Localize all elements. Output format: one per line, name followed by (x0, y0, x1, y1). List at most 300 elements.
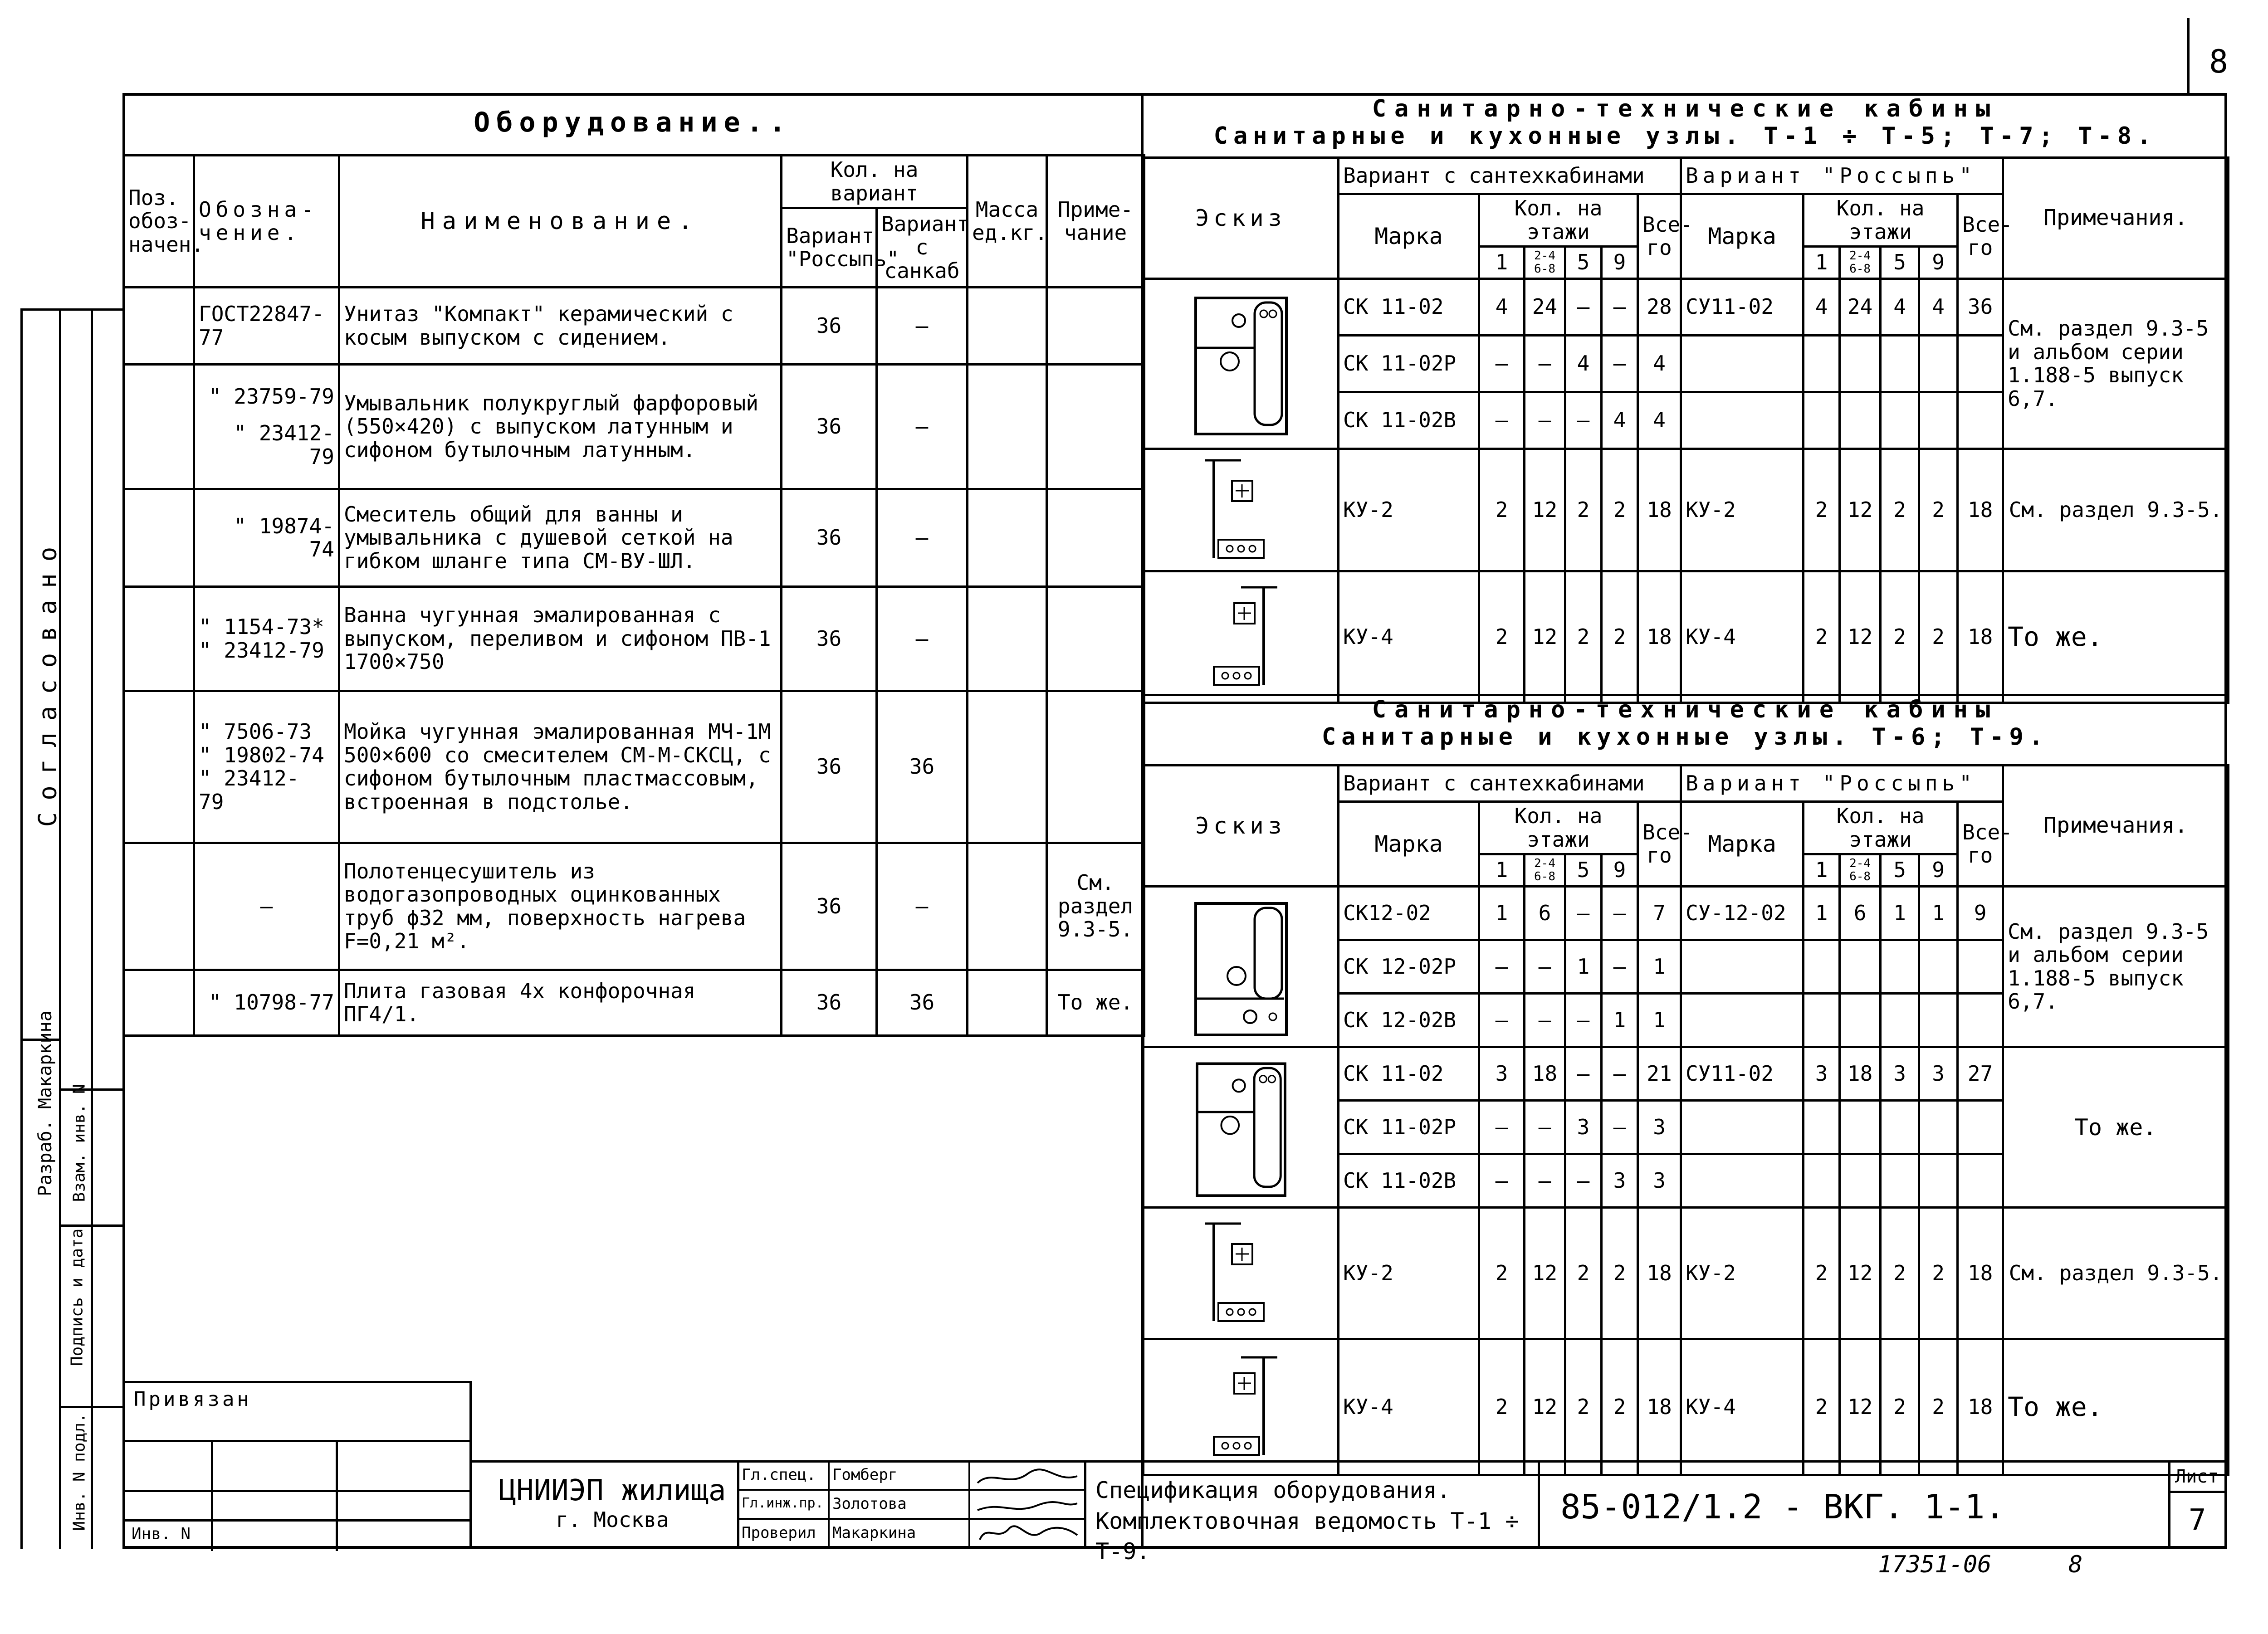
floor-9: – (1602, 887, 1638, 940)
cabin-row (1144, 887, 2229, 940)
cabins2-table (1142, 764, 2229, 1476)
mark: СК 12-02В (1339, 994, 1479, 1047)
floor-1: 2 (1479, 571, 1525, 703)
floor-2-8: – (1525, 1154, 1565, 1208)
r-floor-5: 4 (1881, 279, 1919, 336)
floor-2-8: – (1525, 994, 1565, 1047)
hdr-name: Наименование. (339, 156, 782, 288)
r-floor-1: 2 (1804, 1339, 1840, 1475)
r-total (1958, 994, 2003, 1047)
cabins1-table (1142, 156, 2229, 704)
hdr-total-r: Все-го (1958, 194, 2003, 279)
r-mark (1681, 1101, 1804, 1154)
r-floor-9 (1919, 940, 1958, 994)
designation: " 1154-73* (199, 615, 324, 639)
left-strip (20, 308, 122, 1549)
kitchen-unit-mirrored-sketch-icon (1196, 580, 1286, 694)
hdr-qty-floors-r: Кол. на этажи (1804, 802, 1958, 854)
mark: СК 11-02В (1339, 1154, 1479, 1208)
name-3: Макаркина (832, 1524, 916, 1542)
r-floor-9 (1919, 392, 1958, 449)
floor-2-8: 24 (1525, 279, 1565, 336)
floor-2-8: – (1525, 1101, 1565, 1154)
equipment-table (122, 154, 1145, 1037)
floor-1: – (1479, 1101, 1525, 1154)
cabin-row (1144, 1339, 2229, 1475)
equipment-row (124, 489, 1144, 587)
floor-1: 1 (1479, 887, 1525, 940)
r-floor-9 (1919, 1101, 1958, 1154)
r-floor-5: 3 (1881, 1047, 1919, 1101)
floor-5: 2 (1565, 1208, 1602, 1339)
sketch-bath-cabin (1144, 1047, 1339, 1208)
r-total: 9 (1958, 887, 2003, 940)
r-floor-2-8 (1840, 1101, 1881, 1154)
sheet-number: 7 (2189, 1503, 2206, 1537)
item-name: Плита газовая 4х конфорочная ПГ4/1. (339, 970, 782, 1036)
r-total (1958, 940, 2003, 994)
r-floor-1 (1804, 392, 1840, 449)
r-floor-5 (1881, 336, 1919, 392)
floor-1: – (1479, 336, 1525, 392)
total: 18 (1638, 449, 1681, 571)
hdr-variant-rossyp: Вариант "Россыпь" (1681, 766, 2003, 802)
name-2: Золотова (832, 1495, 907, 1513)
cabin-note: См. раздел 9.3-5. (2003, 1208, 2229, 1339)
qty-sankab: 36 (877, 970, 968, 1036)
hdr-floor-2-8: 2-4 6-8 (1525, 854, 1565, 887)
r-floor-5: 2 (1881, 449, 1919, 571)
hdr-variant-rossyp: Вариант "Россыпь" (1681, 158, 2003, 194)
floor-2-8: 6 (1525, 887, 1565, 940)
r-mark: КУ-2 (1681, 449, 1804, 571)
cabins2-title (1145, 696, 2225, 751)
mark: СК 11-02Р (1339, 1101, 1479, 1154)
cabin-note: То же. (2003, 1047, 2229, 1208)
sketch-kitchen-unit (1144, 1208, 1339, 1339)
bath-cabin-12-sketch-icon (1187, 894, 1295, 1039)
floor-9: – (1602, 336, 1638, 392)
qty-sankab: — (877, 489, 968, 587)
designation: ГОСТ22847-77 (194, 288, 339, 365)
inv-n-label: Инв. N (132, 1525, 191, 1543)
r-floor-5 (1881, 1101, 1919, 1154)
r-floor-9: 2 (1919, 1208, 1958, 1339)
equipment-row (124, 365, 1144, 489)
qty-sankab: — (877, 587, 968, 691)
equipment-row (124, 288, 1144, 365)
item-note: См. раздел 9.3-5. (1047, 843, 1144, 970)
hdr-floor-5: 5 (1565, 247, 1602, 279)
cabins2-title-line1: Санитарно-технические кабины (1372, 696, 1999, 723)
floor-5: 1 (1565, 940, 1602, 994)
hdr-floor-9: 9 (1602, 247, 1638, 279)
cabins1-title-line1: Санитарно-технические кабины (1372, 95, 1999, 122)
privyazan-box (122, 1381, 472, 1549)
cabins1-title (1145, 95, 2225, 150)
r-floor-5 (1881, 392, 1919, 449)
hdr-mark-r: Марка (1681, 802, 1804, 887)
designation: " 23759-79 (209, 384, 334, 409)
total: 3 (1638, 1101, 1681, 1154)
r-total (1958, 392, 2003, 449)
r-mark: КУ-4 (1681, 571, 1804, 703)
r-mark (1681, 336, 1804, 392)
hdr-total-r: Все-го (1958, 802, 2003, 887)
r-floor-5 (1881, 940, 1919, 994)
hdr-total: Все-го (1638, 802, 1681, 887)
hdr-floor-9: 9 (1602, 854, 1638, 887)
mark: СК 11-02Р (1339, 336, 1479, 392)
qty-rossyp: 36 (782, 365, 877, 489)
mark: КУ-4 (1339, 1339, 1479, 1475)
floor-5: 2 (1565, 571, 1602, 703)
floor-9: 2 (1602, 449, 1638, 571)
floor-9: 3 (1602, 1154, 1638, 1208)
item-name: Смеситель общий для ванны и умывальника с душевой сеткой на гибком шланге типа СМ-ВУ-ШЛ. (339, 489, 782, 587)
hdr-floor-1: 1 (1479, 247, 1525, 279)
floor-9: – (1602, 1101, 1638, 1154)
total: 18 (1638, 571, 1681, 703)
qty-rossyp: 36 (782, 691, 877, 843)
r-mark (1681, 940, 1804, 994)
r-floor-1: 3 (1804, 1047, 1840, 1101)
hdr-qty-floors: Кол. на этажи (1479, 802, 1638, 854)
qty-sankab: 36 (877, 691, 968, 843)
qty-rossyp: 36 (782, 843, 877, 970)
r-floor-2-8: 12 (1840, 1339, 1881, 1475)
qty-sankab: — (877, 288, 968, 365)
cabin-row (1144, 1047, 2229, 1101)
equipment-row (124, 587, 1144, 691)
sketch-kitchen-unit (1144, 449, 1339, 571)
r-total: 18 (1958, 1208, 2003, 1339)
sketch-bath-cabin (1144, 279, 1339, 449)
r-floor-2-8 (1840, 392, 1881, 449)
floor-9: 1 (1602, 994, 1638, 1047)
r-mark (1681, 392, 1804, 449)
name-1: Гомберг (832, 1466, 898, 1484)
hdr-floor-5-r: 5 (1881, 247, 1919, 279)
hdr-variant-cab: Вариант с сантехкабинами (1339, 158, 1681, 194)
total: 21 (1638, 1047, 1681, 1101)
floor-2-8: 12 (1525, 1339, 1565, 1475)
r-floor-5 (1881, 1154, 1919, 1208)
floor-5: – (1565, 279, 1602, 336)
floor-1: 2 (1479, 1208, 1525, 1339)
r-floor-5 (1881, 994, 1919, 1047)
r-floor-1: 2 (1804, 1208, 1840, 1339)
item-name: Унитаз "Компакт" керамический с косым выпуском с сидением. (339, 288, 782, 365)
hdr-floor-1-r: 1 (1804, 247, 1840, 279)
r-floor-1: 2 (1804, 449, 1840, 571)
total: 7 (1638, 887, 1681, 940)
qty-sankab: — (877, 365, 968, 489)
r-total (1958, 1154, 2003, 1208)
item-note (1047, 288, 1144, 365)
mark: КУ-4 (1339, 571, 1479, 703)
cabins1-title-line2: Санитарные и кухонные узлы. Т-1 ÷ Т-5; Т-7; Т-8. (1213, 122, 2157, 150)
floor-5: – (1565, 887, 1602, 940)
r-floor-2-8: 18 (1840, 1047, 1881, 1101)
privyazan-label: Привязан (134, 1388, 252, 1411)
floor-1: 2 (1479, 449, 1525, 571)
r-floor-1: 1 (1804, 887, 1840, 940)
floor-9: – (1602, 1047, 1638, 1101)
r-mark (1681, 1154, 1804, 1208)
bath-cabin-sketch-icon (1187, 289, 1295, 439)
equipment-row (124, 970, 1144, 1036)
cabin-note: См. раздел 9.3-5. (2003, 449, 2229, 571)
hdr-floor-9-r: 9 (1919, 854, 1958, 887)
soglasovano-label: Согласовано (33, 535, 62, 827)
total: 18 (1638, 1208, 1681, 1339)
signatures-icon (973, 1465, 1082, 1546)
r-floor-9: 2 (1919, 449, 1958, 571)
role-2: Гл.инж.пр. (742, 1495, 824, 1511)
item-note (1047, 691, 1144, 843)
floor-9: – (1602, 279, 1638, 336)
r-floor-2-8: 6 (1840, 887, 1881, 940)
qty-rossyp: 36 (782, 288, 877, 365)
hdr-sketch: Эскиз (1144, 766, 1339, 887)
floor-1: – (1479, 1154, 1525, 1208)
floor-2-8: 12 (1525, 1208, 1565, 1339)
hdr-mark: Марка (1339, 802, 1479, 887)
qty-rossyp: 36 (782, 587, 877, 691)
sketch-bath-cabin-12 (1144, 887, 1339, 1047)
hdr-var-sankab: Вариант с санкаб (877, 208, 968, 288)
hdr-mass: Масса ед.кг. (968, 156, 1047, 288)
designation: " 23412- 79 (199, 766, 299, 814)
r-floor-2-8 (1840, 940, 1881, 994)
total: 4 (1638, 392, 1681, 449)
r-floor-5: 2 (1881, 1339, 1919, 1475)
floor-2-8: 18 (1525, 1047, 1565, 1101)
podpis-data-label: Подпись и дата (68, 1228, 87, 1366)
equipment-row (124, 691, 1144, 843)
hdr-sketch: Эскиз (1144, 158, 1339, 279)
cabin-note: То же. (2003, 1339, 2229, 1475)
floor-5: – (1565, 1047, 1602, 1101)
item-name: Умывальник полукруглый фарфоровый (550×420) с выпуском латунным и сифоном бутылочным латунным. (339, 365, 782, 489)
item-note (1047, 365, 1144, 489)
sketch-kitchen-unit-mirrored (1144, 1339, 1339, 1475)
r-floor-9 (1919, 336, 1958, 392)
floor-5: – (1565, 1154, 1602, 1208)
total: 1 (1638, 994, 1681, 1047)
r-floor-2-8 (1840, 994, 1881, 1047)
hdr-note: Приме-чание (1047, 156, 1144, 288)
designation: " 19874- 74 (194, 489, 339, 587)
cabin-row (1144, 449, 2229, 571)
r-mark: СУ11-02 (1681, 279, 1804, 336)
role-3: Проверил (742, 1524, 816, 1542)
r-floor-9: 2 (1919, 1339, 1958, 1475)
r-total: 36 (1958, 279, 2003, 336)
floor-9: – (1602, 940, 1638, 994)
designation: " 19802-74 (199, 742, 324, 767)
hdr-designation: Обозна-чение. (194, 156, 339, 288)
r-floor-2-8: 12 (1840, 449, 1881, 571)
cabin-row (1144, 1208, 2229, 1339)
floor-2-8: 12 (1525, 571, 1565, 703)
r-floor-1: 4 (1804, 279, 1840, 336)
razrab-label: Разраб. Макаркина (35, 1010, 56, 1196)
floor-1: – (1479, 994, 1525, 1047)
floor-9: 2 (1602, 1339, 1638, 1475)
designation: " 23412- 79 (234, 421, 334, 469)
r-floor-2-8: 12 (1840, 1208, 1881, 1339)
hdr-qty-floors-r: Кол. на этажи (1804, 194, 1958, 247)
item-name: Полотенцесушитель из водогазопроводных оцинкованных труб ϕ32 мм, поверхность нагрева F=0,21 м². (339, 843, 782, 970)
r-total (1958, 336, 2003, 392)
total: 18 (1638, 1339, 1681, 1475)
r-floor-1 (1804, 1101, 1840, 1154)
org-city: г. Москва (556, 1507, 669, 1532)
floor-1: – (1479, 940, 1525, 994)
r-floor-2-8 (1840, 336, 1881, 392)
floor-2-8: – (1525, 940, 1565, 994)
total: 4 (1638, 336, 1681, 392)
r-total: 18 (1958, 571, 2003, 703)
hdr-floor-2-8-r: 2-4 6-8 (1840, 247, 1881, 279)
kitchen-unit-mirrored-sketch-icon (1196, 1351, 1286, 1464)
r-floor-5: 1 (1881, 887, 1919, 940)
hdr-qty-floors: Кол. на этажи (1479, 194, 1638, 247)
floor-9: 4 (1602, 392, 1638, 449)
r-floor-1 (1804, 1154, 1840, 1208)
hdr-floor-9-r: 9 (1919, 247, 1958, 279)
inv-podl-label: Инв. N подл. (70, 1413, 89, 1531)
mark: КУ-2 (1339, 449, 1479, 571)
mark: СК 11-02В (1339, 392, 1479, 449)
r-floor-5: 2 (1881, 571, 1919, 703)
r-floor-1: 2 (1804, 571, 1840, 703)
kitchen-unit-sketch-icon (1196, 454, 1286, 567)
role-1: Гл.спец. (742, 1466, 816, 1484)
designation: " 10798-77 (194, 970, 339, 1036)
page-number-divider (2187, 18, 2190, 95)
r-total: 18 (1958, 449, 2003, 571)
hdr-notes: Примечания. (2003, 766, 2229, 887)
hdr-floor-2-8: 2-4 6-8 (1525, 247, 1565, 279)
hdr-var-rossyp: Вариант "Россыпь" (782, 208, 877, 288)
org-block (481, 1474, 744, 1532)
designation: " 7506-73 (199, 719, 312, 744)
floor-9: 2 (1602, 571, 1638, 703)
hdr-floor-2-8-r: 2-4 6-8 (1840, 854, 1881, 887)
qty-sankab: — (877, 843, 968, 970)
floor-2-8: 12 (1525, 449, 1565, 571)
r-mark: СУ11-02 (1681, 1047, 1804, 1101)
mark: СК 12-02Р (1339, 940, 1479, 994)
floor-5: 4 (1565, 336, 1602, 392)
hdr-floor-1: 1 (1479, 854, 1525, 887)
item-name: Мойка чугунная эмалированная МЧ-1М 500×600 со смесителем СМ-М-СКСЦ, с сифоном бутылочным пластмассовым, встроенная в подстолье. (339, 691, 782, 843)
r-mark: КУ-2 (1681, 1208, 1804, 1339)
cabin-row (1144, 279, 2229, 336)
floor-1: 4 (1479, 279, 1525, 336)
archive-page: 8 (2068, 1551, 2083, 1578)
floor-5: 3 (1565, 1101, 1602, 1154)
mark: СК12-02 (1339, 887, 1479, 940)
total: 28 (1638, 279, 1681, 336)
designation: — (194, 843, 339, 970)
designation: " 23412-79 (199, 638, 324, 663)
kitchen-unit-sketch-icon (1196, 1217, 1286, 1330)
floor-5: – (1565, 392, 1602, 449)
total: 1 (1638, 940, 1681, 994)
doc-title: Спецификация оборудования. Комплектовочная ведомость Т-1 ÷ Т-9. (1095, 1477, 1519, 1565)
qty-rossyp: 36 (782, 970, 877, 1036)
sketch-kitchen-unit-mirrored (1144, 571, 1339, 703)
r-floor-9: 3 (1919, 1047, 1958, 1101)
r-floor-9: 2 (1919, 571, 1958, 703)
floor-9: 2 (1602, 1208, 1638, 1339)
sheet-label: Лист (2175, 1466, 2219, 1487)
page-number: 8 (2209, 43, 2229, 80)
floor-2-8: – (1525, 336, 1565, 392)
floor-5: – (1565, 994, 1602, 1047)
cabins2-title-line2: Санитарные и кухонные узлы. Т-6; Т-9. (1321, 723, 2049, 751)
r-floor-5: 2 (1881, 1208, 1919, 1339)
doc-code: 85-012/1.2 - ВКГ. 1-1. (1560, 1488, 2005, 1527)
hdr-floor-5-r: 5 (1881, 854, 1919, 887)
floor-5: 2 (1565, 449, 1602, 571)
total: 3 (1638, 1154, 1681, 1208)
mark: КУ-2 (1339, 1208, 1479, 1339)
hdr-mark: Марка (1339, 194, 1479, 279)
bath-cabin-sketch-icon (1187, 1055, 1295, 1200)
vzam-inv-label: Взам. инв. N (70, 1084, 89, 1202)
hdr-variant-cab: Вариант с сантехкабинами (1339, 766, 1681, 802)
cabin-note: См. раздел 9.3-5 и альбом серии 1.188-5 выпуск 6,7. (2003, 279, 2229, 449)
hdr-floor-5: 5 (1565, 854, 1602, 887)
r-total (1958, 1101, 2003, 1154)
qty-rossyp: 36 (782, 489, 877, 587)
cabin-row (1144, 571, 2229, 703)
r-total: 27 (1958, 1047, 2003, 1101)
hdr-total: Все-го (1638, 194, 1681, 279)
hdr-floor-1-r: 1 (1804, 854, 1840, 887)
r-floor-9: 4 (1919, 279, 1958, 336)
item-note (1047, 489, 1144, 587)
item-note: То же. (1047, 970, 1144, 1036)
item-name: Ванна чугунная эмалированная с выпуском, переливом и сифоном ПВ-1 1700×750 (339, 587, 782, 691)
r-floor-1 (1804, 336, 1840, 392)
floor-1: 2 (1479, 1339, 1525, 1475)
mark: СК 11-02 (1339, 1047, 1479, 1101)
floor-1: 3 (1479, 1047, 1525, 1101)
r-floor-9 (1919, 1154, 1958, 1208)
r-floor-9 (1919, 994, 1958, 1047)
item-note (1047, 587, 1144, 691)
r-mark (1681, 994, 1804, 1047)
r-floor-2-8 (1840, 1154, 1881, 1208)
org-name: ЦНИИЭП жилища (499, 1474, 726, 1507)
r-floor-9: 1 (1919, 887, 1958, 940)
r-total: 18 (1958, 1339, 2003, 1475)
hdr-qty: Кол. на вариант (782, 156, 968, 208)
mark: СК 11-02 (1339, 279, 1479, 336)
r-floor-2-8: 12 (1840, 571, 1881, 703)
archive-number: 17351-06 (1878, 1551, 1992, 1578)
r-floor-2-8: 24 (1840, 279, 1881, 336)
r-floor-1 (1804, 994, 1840, 1047)
cabin-note: То же. (2003, 571, 2229, 703)
hdr-pos: Поз. обоз-начен. (124, 156, 194, 288)
